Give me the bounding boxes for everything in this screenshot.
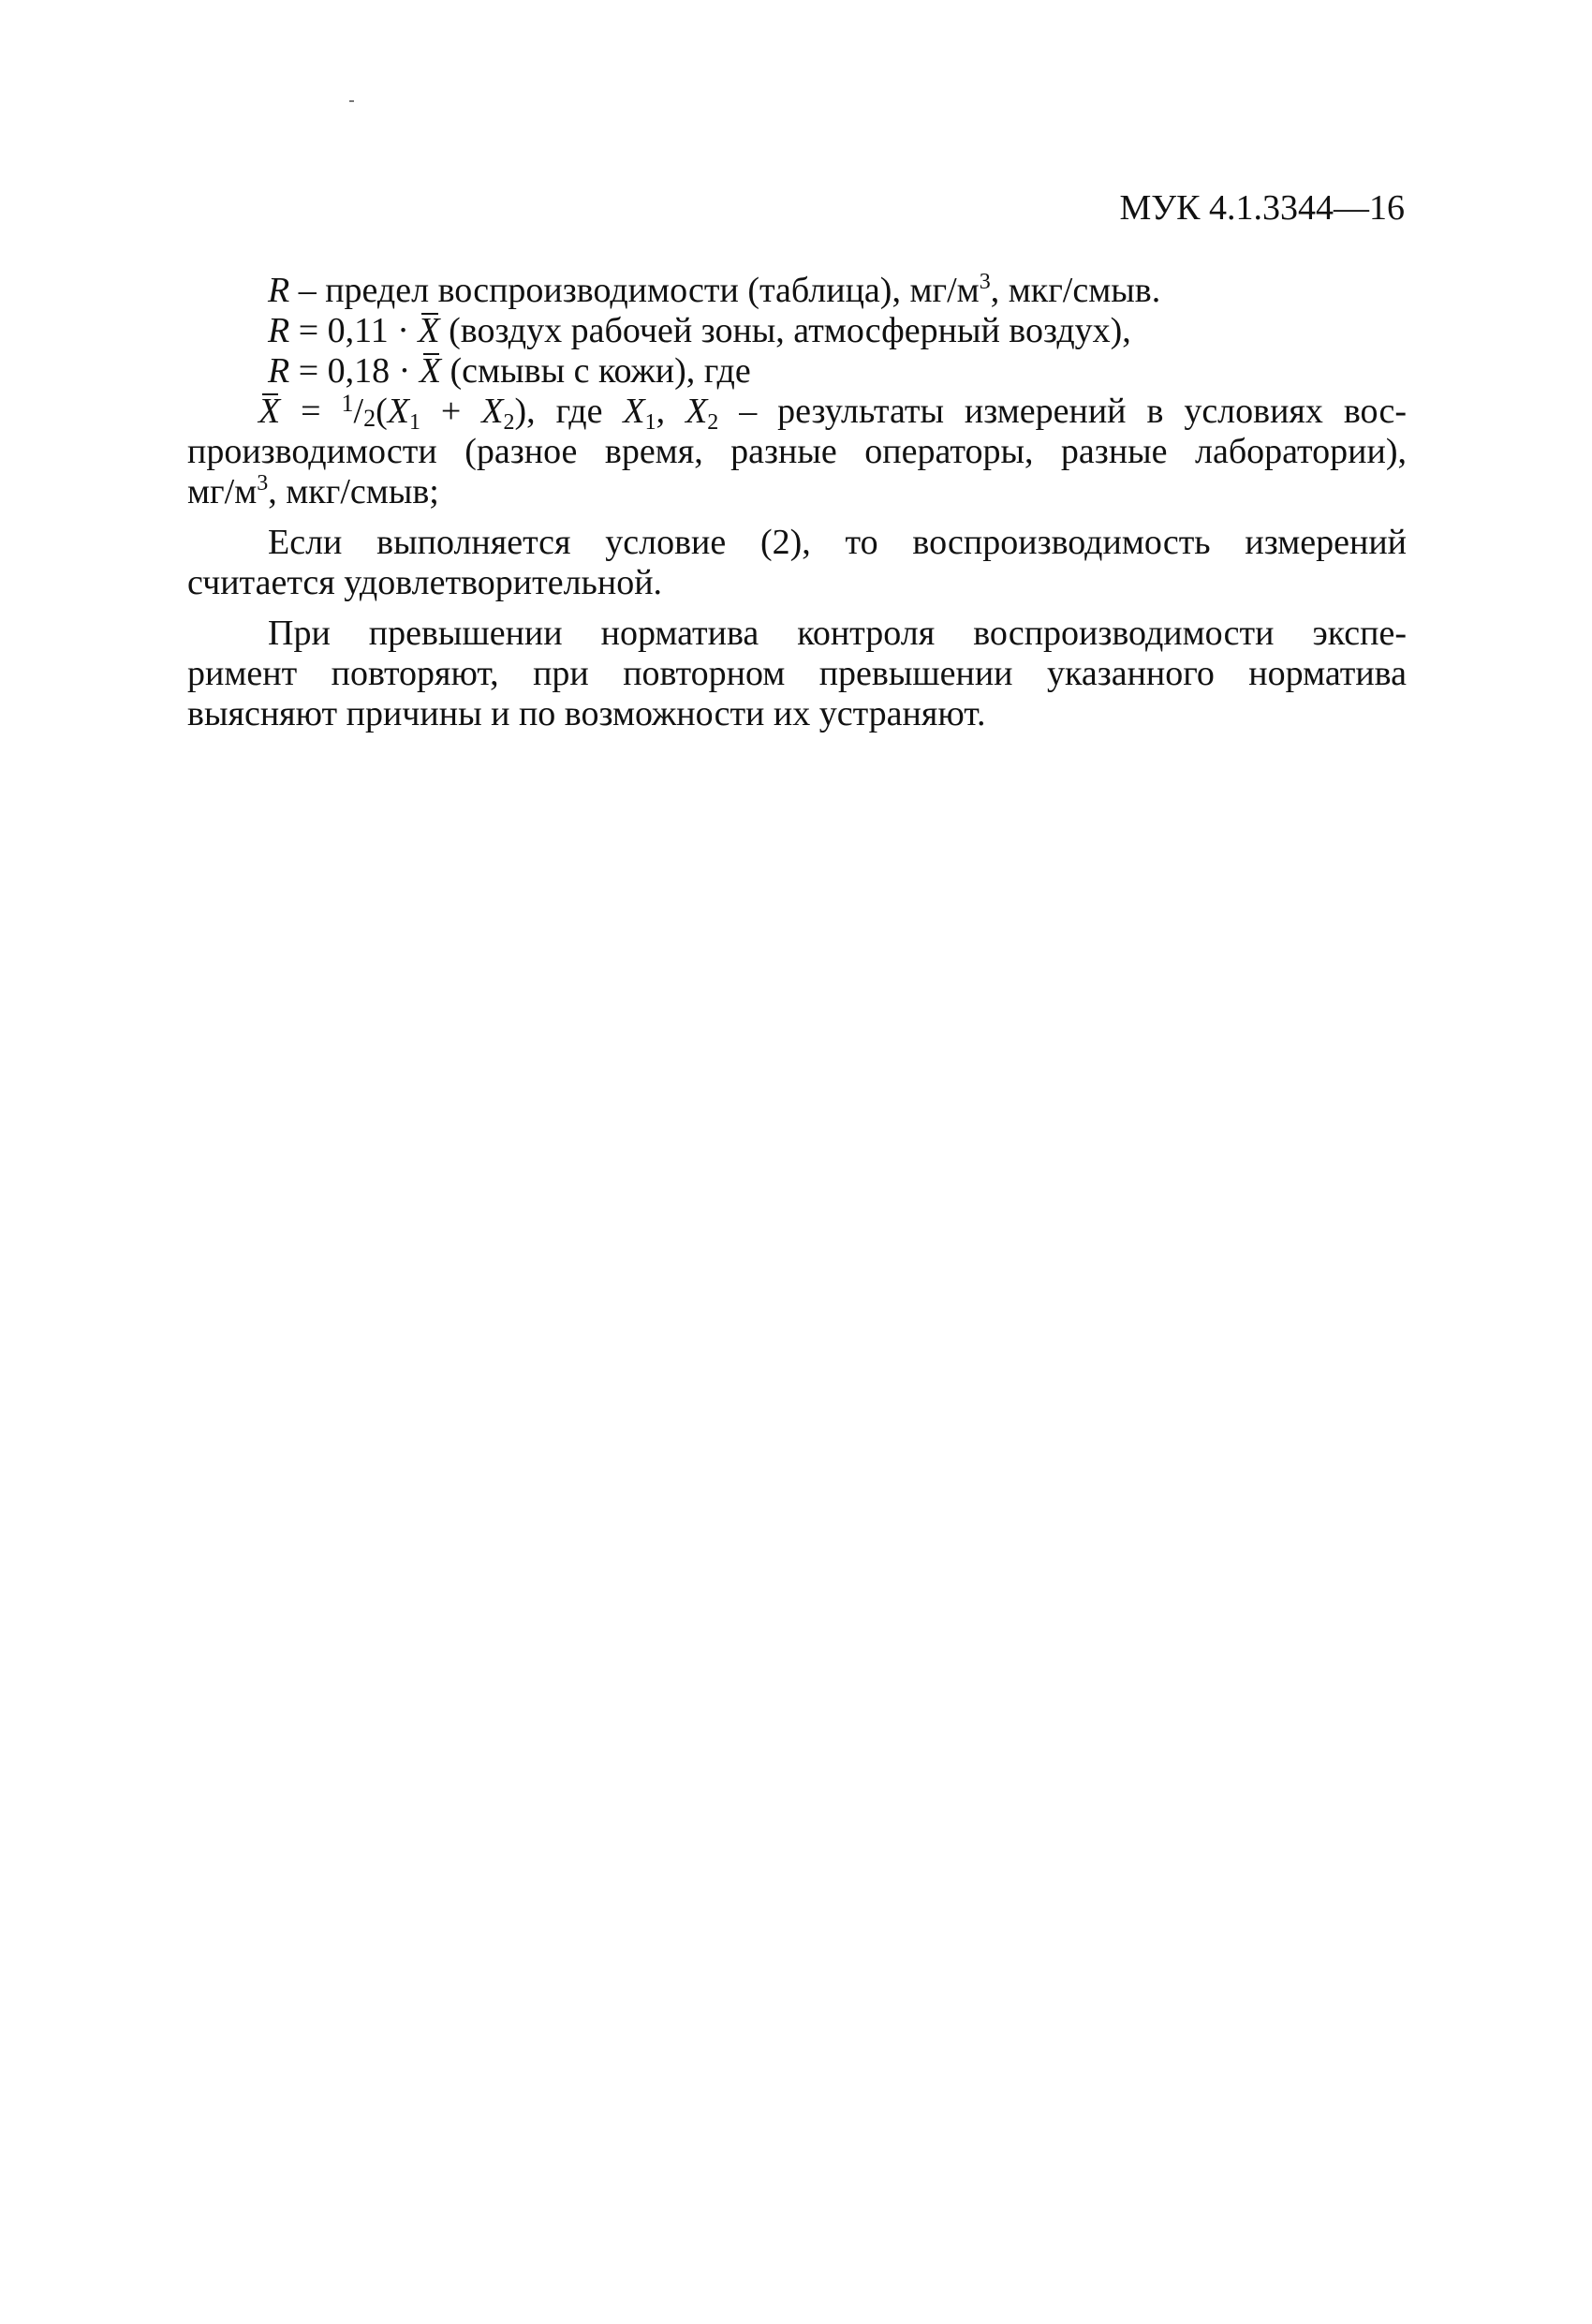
x-bar: X bbox=[258, 392, 281, 431]
paragraph-condition: Если выполняется условие (2), то воспроизводимость измерений считается удовлетворительной. bbox=[187, 523, 1407, 602]
definition-r-line: R – предел воспроизводимости (таблица), $мг/м^3$, мкг/смыв. bbox=[268, 270, 1161, 310]
paragraph-exceedance: При превышении норматива контроля воспроизводимости экспе- римент повторяют, при повторном превышении указанного норматива выясняют причины и по возможности их устраняют. bbox=[187, 614, 1407, 733]
reproducibility-conditions-line: производимости (разное время, разные операторы, разные лаборатории), bbox=[187, 432, 1407, 471]
var-r: R bbox=[268, 271, 290, 310]
units-line: $мг/м^3$, мкг/смыв; bbox=[187, 471, 439, 511]
var-r: R bbox=[268, 351, 290, 391]
var-r: R bbox=[268, 311, 290, 350]
formula-r-air-line: R = 0,11 · X (воздух рабочей зоны, атмосферный воздух), bbox=[268, 311, 1131, 350]
x-bar: X bbox=[419, 351, 442, 391]
x-bar: X bbox=[418, 311, 440, 350]
formula-r-skin-line: R = 0,18 · X (смывы с кожи), где bbox=[268, 351, 751, 391]
formula-xbar-line: $X = ^1/2(X_1 + X_2)$, где $X_1$, $X_2$ – результаты измерений в условиях вос- bbox=[258, 390, 1407, 435]
document-body bbox=[187, 271, 1407, 734]
scan-speck bbox=[349, 100, 354, 102]
page-header-doc-code: МУК 4.1.3344—16 bbox=[1119, 188, 1405, 228]
